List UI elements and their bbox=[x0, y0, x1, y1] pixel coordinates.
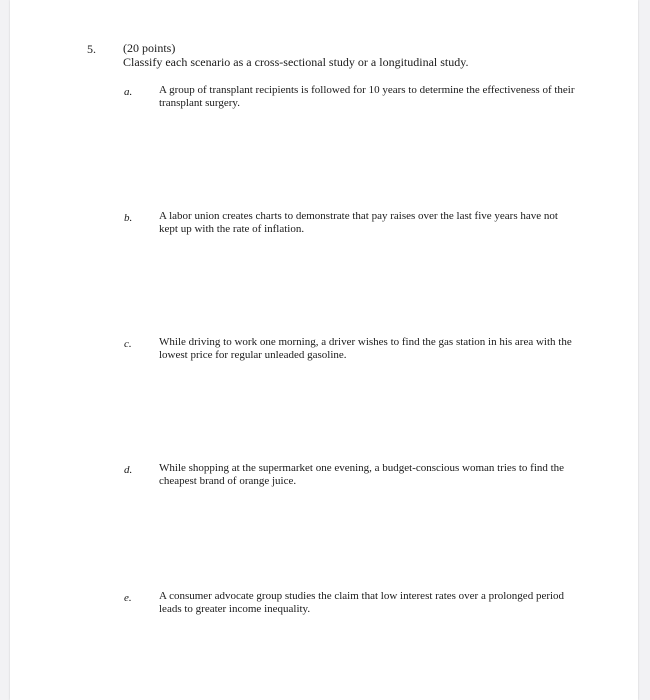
question-number: 5. bbox=[87, 42, 96, 56]
document-page bbox=[10, 0, 638, 700]
item-e-letter: e. bbox=[124, 592, 132, 604]
item-a-text: A group of transplant recipients is followed for 10 years to determine the effectiveness of their transplant surgery. bbox=[159, 84, 575, 109]
item-c-text: While driving to work one morning, a driver wishes to find the gas station in his area with the lowest price for regular unleaded gasoline. bbox=[159, 336, 572, 361]
question-points: (20 points) bbox=[123, 41, 176, 55]
question-instruction: Classify each scenario as a cross-sectional study or a longitudinal study. bbox=[123, 55, 469, 69]
item-c-letter: c. bbox=[124, 338, 132, 350]
item-b-text: A labor union creates charts to demonstrate that pay raises over the last five years have not kept up with the rate of inflation. bbox=[159, 210, 558, 235]
item-b-letter: b. bbox=[124, 212, 133, 224]
item-e-text: A consumer advocate group studies the claim that low interest rates over a prolonged period leads to greater income inequality. bbox=[159, 590, 565, 615]
item-d-text: While shopping at the supermarket one evening, a budget-conscious woman tries to find the cheapest brand of orange juice. bbox=[159, 462, 565, 487]
item-a-letter: a. bbox=[124, 86, 133, 98]
item-d-letter: d. bbox=[124, 464, 133, 476]
